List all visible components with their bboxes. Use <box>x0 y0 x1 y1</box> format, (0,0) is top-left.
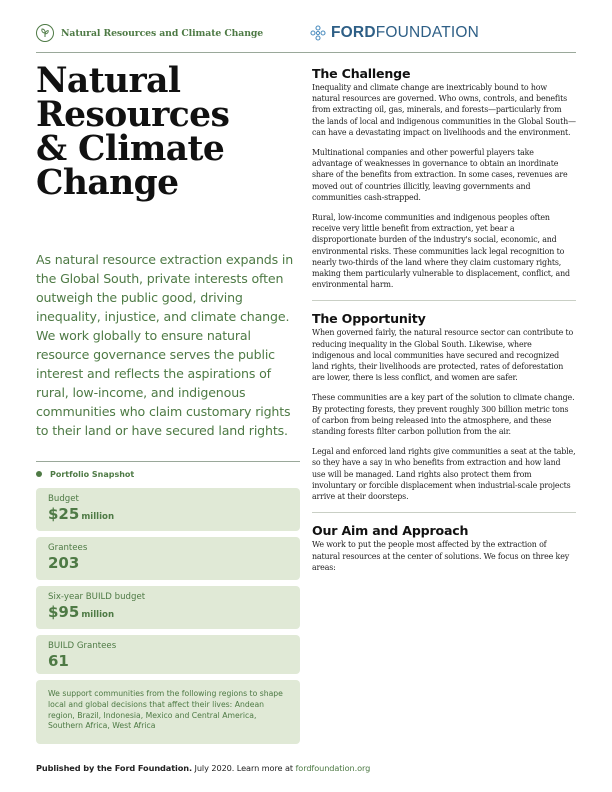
ford-foundation-logo <box>309 22 479 44</box>
card-label: Grantees <box>48 543 88 553</box>
section-title: The Opportunity <box>312 311 426 327</box>
card-number: $95 <box>48 603 80 621</box>
wordmark-foundation: FOUNDATION <box>375 24 480 41</box>
body-paragraph: When governed fairly, the natural resource sector can contribute to reducing inequality in the Global South. Likewise, where indigenous and local communities have secured and recognized land rights, their livelihoods are protected, rates of deforestation are lower, there is less conflict, and women are safer. <box>312 328 574 383</box>
card-label: Six-year BUILD budget <box>48 592 146 602</box>
card-value <box>48 555 288 571</box>
ford-foundation-mark-icon <box>309 24 327 42</box>
body-paragraph: Legal and enforced land rights give communities a seat at the table, so they have a say in who benefits from extraction and how land use will be managed. Land rights also protect them from involuntary or forcible displacement when industrial-scale projects arrive at their doorsteps. <box>312 447 576 502</box>
card-number: $25 <box>48 505 80 523</box>
snapshot-card-build-budget <box>36 586 300 629</box>
snapshot-card-regions <box>36 680 300 744</box>
leaf-icon <box>36 24 54 42</box>
snapshot-divider <box>36 461 300 462</box>
section-divider <box>312 300 576 301</box>
page-footer <box>36 763 370 773</box>
body-paragraph: Inequality and climate change are inextricably bound to how natural resources are governed. Who owns, controls, and benefits from extracting oil, gas, minerals, and forests—particularly from the lands of local and indigenous communities in the Global South—can have a devastating impact on livelihoods and the environment. <box>312 83 576 137</box>
ford-foundation-wordmark <box>331 24 479 42</box>
snapshot-card-build-grantees <box>36 635 300 674</box>
page-header <box>36 22 576 52</box>
card-number: 61 <box>48 652 69 670</box>
snapshot-card-grantees <box>36 537 300 580</box>
footer-publisher: Published by the Ford Foundation. <box>36 763 193 773</box>
card-label: Budget <box>48 494 79 504</box>
right-column <box>312 66 576 582</box>
footer-date: July 2020. Learn more at <box>192 763 296 773</box>
lead-paragraph: As natural resource extraction expands in the Global South, private interests often outweigh the public good, driving inequality, injustice, and climate change. We work globally to ensure natural resource governance serves the public interest and reflects the aspirations of rural, low-income, and indigenous communities who claim customary rights to their land or have secured land rights. <box>36 252 294 438</box>
body-paragraph: We work to put the people most affected by the extraction of natural resources at the center of solutions. We focus on three key areas: <box>312 540 570 572</box>
wordmark-ford: FORD <box>331 24 376 41</box>
card-unit: million <box>81 610 115 620</box>
left-column <box>36 61 300 203</box>
challenge-section <box>312 66 576 290</box>
body-paragraph: Multinational companies and other powerful players take advantage of weaknesses in governance to obtain an inordinate share of the benefits from extraction. In some cases, revenues are moved out of countries illicitly, leaving governments and communities cash-strapped. <box>312 148 568 202</box>
header-divider <box>36 52 576 53</box>
card-value <box>48 653 288 669</box>
card-value <box>48 604 288 623</box>
title-line: & Climate <box>36 129 225 169</box>
card-number: 203 <box>48 554 80 572</box>
page-title <box>36 61 300 203</box>
program-label <box>36 22 263 44</box>
body-paragraph: These communities are a key part of the solution to climate change. By protecting forests, they prevent roughly 300 billion metric tons of carbon from being released into the atmosphere, and these standing forests filter carbon pollution from the air. <box>312 393 575 437</box>
footer-link[interactable]: fordfoundation.org <box>295 763 371 773</box>
opportunity-section <box>312 311 576 502</box>
section-title: The Challenge <box>312 66 411 81</box>
snapshot-card-budget <box>36 488 300 531</box>
section-divider <box>312 512 576 513</box>
regions-text: We support communities from the following regions to shape local and global decisions that affect their lives: Andean region, Brazil, Indonesia, Mexico and Central America, Southern Africa, West Africa <box>48 689 283 731</box>
card-value <box>48 506 288 525</box>
card-unit: million <box>81 512 115 522</box>
program-title: Natural Resources and Climate Change <box>61 27 264 39</box>
title-line: Natural <box>36 61 181 101</box>
card-label: BUILD Grantees <box>48 641 117 651</box>
section-title: Our Aim and Approach <box>312 523 469 539</box>
body-paragraph: Rural, low-income communities and indigenous peoples often receive very little benefit from extraction, yet bear a disproportionate burden of the industry's social, economic, and environmental risks. These communities lack legal recognition to nearly two-thirds of the land where they claim customary rights, making them particularly vulnerable to displacement, conflict, and environmental harm. <box>312 213 570 290</box>
snapshot-heading-text: Portfolio Snapshot <box>50 469 135 479</box>
title-line: Resources <box>36 95 230 135</box>
title-line: Change <box>36 163 179 203</box>
snapshot-heading <box>36 468 134 480</box>
bullet-icon <box>36 471 42 477</box>
aim-section <box>312 523 576 573</box>
